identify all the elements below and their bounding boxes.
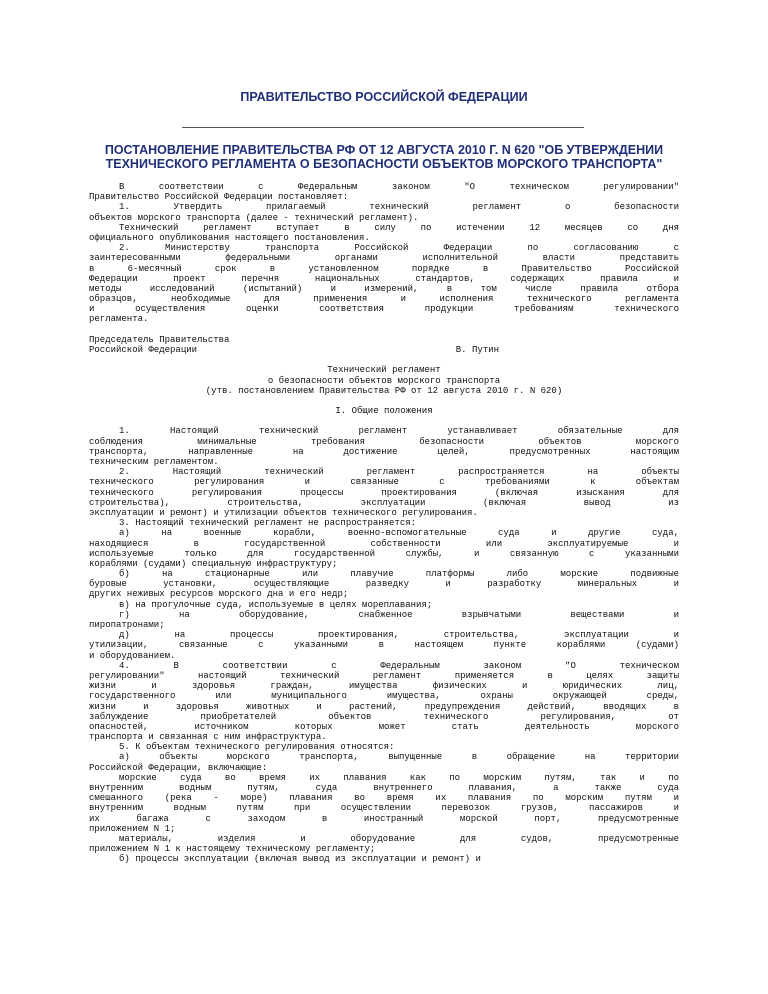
text-line: Федерации проект перечня национальных стандартов, содержащих правила и [89, 273, 679, 284]
text-line: жизни и здоровья животных и растений, предупреждения действий, вводящих в [89, 701, 679, 712]
signature-block [89, 345, 499, 355]
text-line: и осуществления оценки соответствия продукции требованиям технического [89, 304, 679, 315]
text-line: эксплуатации и ремонт) и утилизации объектов технического регулирования. [89, 507, 478, 518]
text-line: 3. Настоящий технический регламент не распространяется: [119, 518, 417, 529]
text-line: технического регулирования и связанные с требованиями к объектам [89, 477, 679, 488]
text-line: приложением N 1 к настоящему техническому регламенту; [89, 844, 376, 855]
signature-position: Председатель Правительства [89, 334, 230, 345]
text-line: образцов, необходимые для применения и исполнения технического регламента [89, 294, 679, 305]
title-line: ПОСТАНОВЛЕНИЕ ПРАВИТЕЛЬСТВА РФ ОТ 12 АВГУСТА 2010 Г. N 620 "ОБ УТВЕРЖДЕНИИ [104, 143, 664, 157]
text-line: материалы, изделия и оборудование для судов, предусмотренные [119, 833, 679, 844]
signature-position: Российской Федерации [89, 344, 198, 355]
government-heading: ПРАВИТЕЛЬСТВО РОССИЙСКОЙ ФЕДЕРАЦИИ [240, 90, 528, 104]
text-line: д) на процессы проектирования, строительства, эксплуатации и [119, 630, 679, 641]
divider [182, 127, 584, 128]
text-line: в 6-месячный срок в установленном порядке в Правительство Российской [89, 263, 679, 274]
text-line: а) объекты морского транспорта, выпущенные в обращение на территории [119, 752, 679, 763]
text-line: регламента. [89, 314, 149, 325]
text-line: а) на военные корабли, военно-вспомогательные суда и другие суда, [119, 528, 679, 539]
text-line: внутренним водным путям при осуществлении перевозок грузов, пассажиров и [89, 803, 679, 814]
text-line: транспорта, направленные на достижение целей, предусмотренных настоящим [89, 446, 679, 457]
text-line: 2. Настоящий технический регламент распространяется на объекты [119, 467, 679, 478]
text-line: их багажа с заходом в иностранный морской порт, предусмотренные [89, 813, 679, 824]
text-line: буровые установки, осуществляющие разведку и разработку минеральных и [89, 579, 679, 590]
text-line: транспорта и связанная с ним инфраструктура. [89, 732, 327, 743]
text-line: Правительство Российской Федерации постановляет: [89, 192, 349, 203]
text-line: других неживых ресурсов морского дна и его недр; [89, 589, 349, 600]
text-line: морские суда во время их плавания как по морским путям, так и по [119, 772, 679, 783]
text-line: приложением N 1; [89, 823, 176, 834]
text-line: заинтересованными федеральными органами исполнительной власти представить [89, 253, 679, 264]
text-line: 4. В соответствии с Федеральным законом "О техническом [119, 660, 679, 671]
text-line: смешанного (река - море) плавания во время их плавания по морским путям и [89, 793, 679, 804]
text-line: 1. Настоящий технический регламент устанавливает обязательные для [119, 426, 679, 437]
text-line: в) на прогулочные суда, используемые в целях мореплавания; [119, 599, 433, 610]
text-line: строительства), строительства, эксплуатации (включая вывод из [89, 497, 679, 508]
regulation-title: Технический регламент [327, 365, 441, 376]
text-line: находящиеся в государственной собственности или эксплуатируемые и [89, 538, 679, 549]
text-line: объектов морского транспорта (далее - технический регламент). [89, 212, 419, 223]
text-line: методы исследований (испытаний) и измерений, в том числе правила отбора [89, 283, 679, 294]
text-line: внутренним водным путям, суда внутреннего плавания, а также суда [89, 783, 679, 793]
text-line: заблуждение приобретателей объектов технического регулирования, от [89, 711, 679, 722]
text-line: Технический регламент вступает в силу по истечении 12 месяцев со дня [119, 222, 679, 233]
document-title [60, 143, 708, 171]
text-line: г) на оборудование, снабженное взрывчатыми веществами и [119, 609, 679, 620]
regulation-approval: (утв. постановлением Правительства РФ от 12 августа 2010 г. N 620) [205, 385, 563, 396]
text-line: В соответствии с Федеральным законом "О техническом регулировании" [119, 182, 679, 192]
text-line: опасностей, источником которых может стать деятельность морского [89, 721, 679, 732]
text-line: официального опубликования настоящего постановления. [89, 232, 370, 243]
text-line: техническим регламентом. [89, 457, 219, 467]
text-line: государственного или муниципального имущества, охраны окружающей среды, [89, 691, 679, 702]
text-line: утилизации, связанные с указанными в настоящем пункте кораблями (судами) [89, 640, 679, 651]
text-line: 2. Министерству транспорта Российской Федерации по согласованию с [119, 243, 679, 254]
text-line: Российской Федерации, включающие: [89, 762, 268, 773]
document-body [89, 182, 679, 865]
text-line: технического регулирования процессы проектирования (включая изыскания для [89, 487, 679, 498]
regulation-subtitle: о безопасности объектов морского транспорта [267, 375, 501, 386]
signature-name: В. Путин [455, 344, 499, 355]
text-line: регулировании" настоящий технический регламент применяется в целях защиты [89, 670, 679, 681]
text-line: 5. К объектам технического регулирования относятся: [119, 742, 395, 753]
text-line: б) на стационарные или плавучие платформы либо морские подвижные [119, 569, 679, 580]
text-line: и оборудованием. [89, 650, 176, 661]
title-line: ТЕХНИЧЕСКОГО РЕГЛАМЕНТА О БЕЗОПАСНОСТИ ОБЪЕКТОВ МОРСКОГО ТРАНСПОРТА" [105, 157, 663, 171]
text-line: пиропатронами; [89, 620, 165, 630]
text-line: б) процессы эксплуатации (включая вывод из эксплуатации и ремонт) и [119, 854, 481, 865]
text-line: жизни и здоровья граждан, имущества физических и юридических лиц, [89, 681, 679, 692]
text-line: кораблями (судами) специальную инфраструктуру; [89, 558, 338, 569]
section-heading: I. Общие положения [335, 406, 433, 417]
text-line: используемые только для государственной службы, и связанную с указанными [89, 548, 679, 559]
text-line: соблюдения минимальные требования безопасности объектов морского [89, 436, 679, 447]
text-line: 1. Утвердить прилагаемый технический регламент о безопасности [119, 202, 679, 213]
